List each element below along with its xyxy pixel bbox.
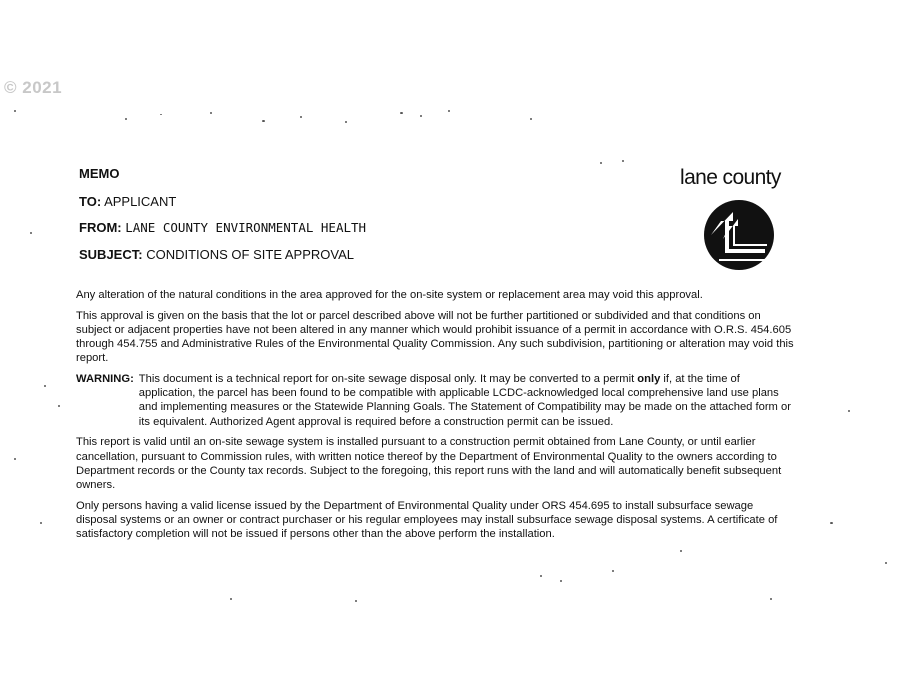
- lane-county-wordmark: lane county: [680, 166, 781, 189]
- warning-paragraph: [76, 372, 796, 429]
- paragraph-approval-basis: This approval is given on the basis that the lot or parcel described above will not be further partitioned or subdivided and that conditions on subject or adjacent properties have not been altered in any manner which would prohibit issuance of a permit in accordance with O.R.S. 454.605 through 454.755 and Administrative Rules of the Environmental Quality Commission. Any such subdivision, partitioning or alteration may void this report.: [76, 309, 794, 365]
- memo-title: MEMO: [79, 166, 120, 181]
- lane-county-arrow-logo-icon: [703, 199, 775, 276]
- paragraph-licensed-persons: Only persons having a valid license issued by the Department of Environmental Quality under ORS 454.695 to install subsurface sewage disposal systems or an owner or contract purchaser or his regular employees may install subsurface sewage disposal systems. A certificate of satisfactory completion will not be issued if persons other than the above perform the installation.: [76, 499, 778, 541]
- conditions-body: [76, 288, 796, 548]
- subject-label: SUBJECT:: [79, 247, 143, 262]
- from-label: FROM:: [79, 220, 122, 235]
- copyright-watermark: © 2021: [4, 78, 63, 97]
- paragraph-alteration: Any alteration of the natural conditions in the area approved for the on-site system or replacement area may void this approval.: [76, 289, 703, 301]
- paragraph-validity: This report is valid until an on-site sewage system is installed pursuant to a construction permit obtained from Lane County, or until earlier cancellation, pursuant to Commission rules, with written notice thereof by the Department of Environmental Quality to the owners according to Department records or the County tax records. Subject to the foregoing, this report runs with the land and will automatically benefit subsequent owners.: [76, 436, 782, 491]
- subject-value: CONDITIONS OF SITE APPROVAL: [146, 247, 354, 262]
- to-line: [79, 194, 176, 209]
- from-line: [79, 220, 366, 235]
- to-label: TO:: [79, 194, 102, 209]
- warning-text: This document is a technical report for on-site sewage disposal only. It may be converted to a permit only if, at the time of application, the parcel has been found to be compatible with applicable LCDC-acknowledged local comprehensive land use plans and implementing measures or the Statewide Planning Goals. The Statement of Compatibility may be made on the attached form or its equivalent. Authorized Agent approval is required before a construction permit can be issued.: [138, 373, 791, 428]
- to-value: APPLICANT: [104, 194, 177, 209]
- from-value: LANE COUNTY ENVIRONMENTAL HEALTH: [125, 220, 367, 235]
- subject-line: [79, 247, 354, 262]
- warning-label: WARNING:: [76, 373, 134, 386]
